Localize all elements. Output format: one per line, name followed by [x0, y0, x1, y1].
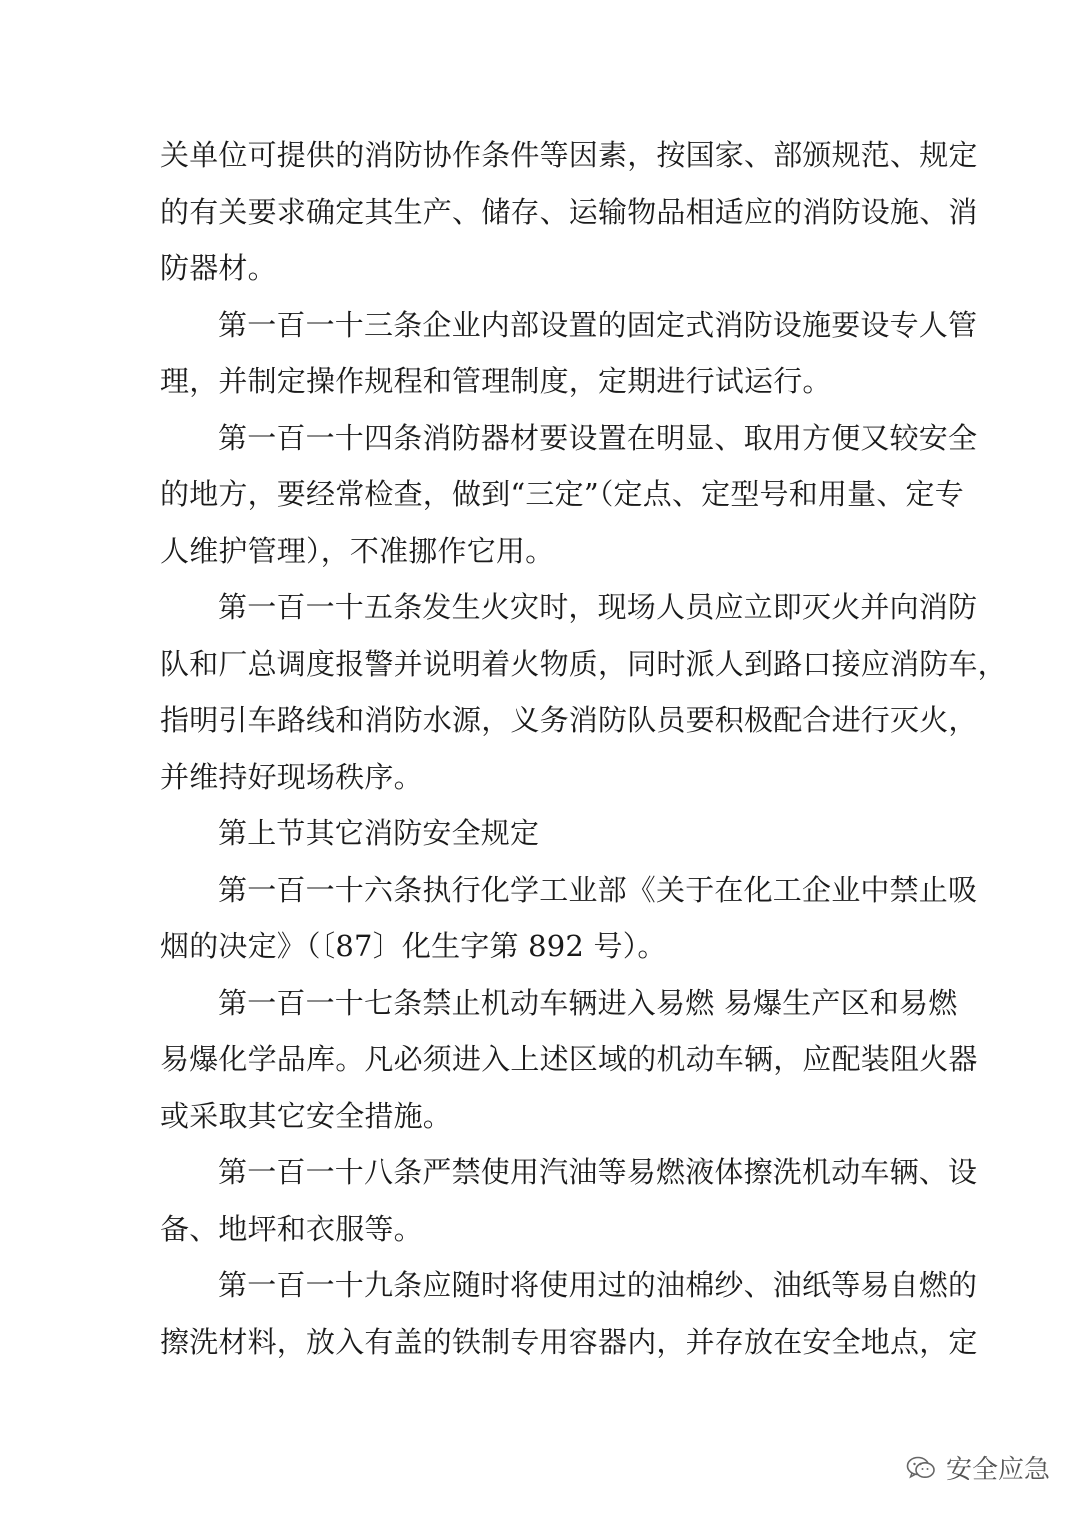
- text-line: 或采取其它安全措施。: [160, 1098, 453, 1133]
- text-line: 队和厂总调度报警并说明着火物质，同时派人到路口接应消防车，: [160, 646, 1007, 681]
- wechat-icon: [906, 1455, 936, 1481]
- text-line: 第一百一十六条执行化学工业部《关于在化工企业中禁止吸: [218, 872, 978, 907]
- text-line: 第一百一十七条禁止机动车辆进入易燃 易爆生产区和易燃: [218, 985, 958, 1020]
- text-line: 并维持好现场秩序。: [160, 759, 423, 794]
- text-line: 指明引车路线和消防水源，义务消防队员要积极配合进行灭火，: [160, 703, 978, 737]
- text-line: 烟的决定》（〔87〕化生字第 892 号）。: [160, 929, 667, 963]
- text-line: 第一百一十九条应随时将使用过的油棉纱、油纸等易自燃的: [218, 1268, 978, 1302]
- text-line: 擦洗材料，放入有盖的铁制专用容器内，并存放在安全地点，定: [160, 1324, 978, 1359]
- text-line: 备、地坪和衣服等。: [160, 1211, 423, 1246]
- text-line: 理，并制定操作规程和管理制度，定期进行试运行。: [160, 364, 832, 398]
- text-line: 第一百一十三条企业内部设置的固定式消防设施要设专人管: [218, 307, 978, 342]
- text-line: 第一百一十四条消防器材要设置在明显、取用方便又较安全: [218, 420, 978, 455]
- text-line: 关单位可提供的消防协作条件等因素，按国家、部颁规范、规定: [160, 138, 978, 172]
- text-line: 易爆化学品库。凡必须进入上述区域的机动车辆，应配装阻火器: [160, 1042, 978, 1076]
- text-line: 第上节其它消防安全规定: [218, 816, 540, 850]
- watermark-label: 安全应急: [945, 1455, 1050, 1485]
- watermark: [906, 1449, 1050, 1486]
- text-line: 第一百一十八条严禁使用汽油等易燃液体擦洗机动车辆、设: [218, 1155, 978, 1189]
- document-body: [160, 127, 1007, 1370]
- text-line: 的有关要求确定其生产、储存、运输物品相适应的消防设施、消: [160, 194, 978, 229]
- text-line: 人维护管理），不准挪作它用。: [160, 533, 555, 568]
- text-line: 的地方，要经常检查，做到“三定”（定点、定型号和用量、定专: [160, 477, 964, 511]
- text-line: 第一百一十五条发生火灾时，现场人员应立即灭火并向消防: [218, 590, 978, 624]
- text-line: 防器材。: [160, 251, 277, 285]
